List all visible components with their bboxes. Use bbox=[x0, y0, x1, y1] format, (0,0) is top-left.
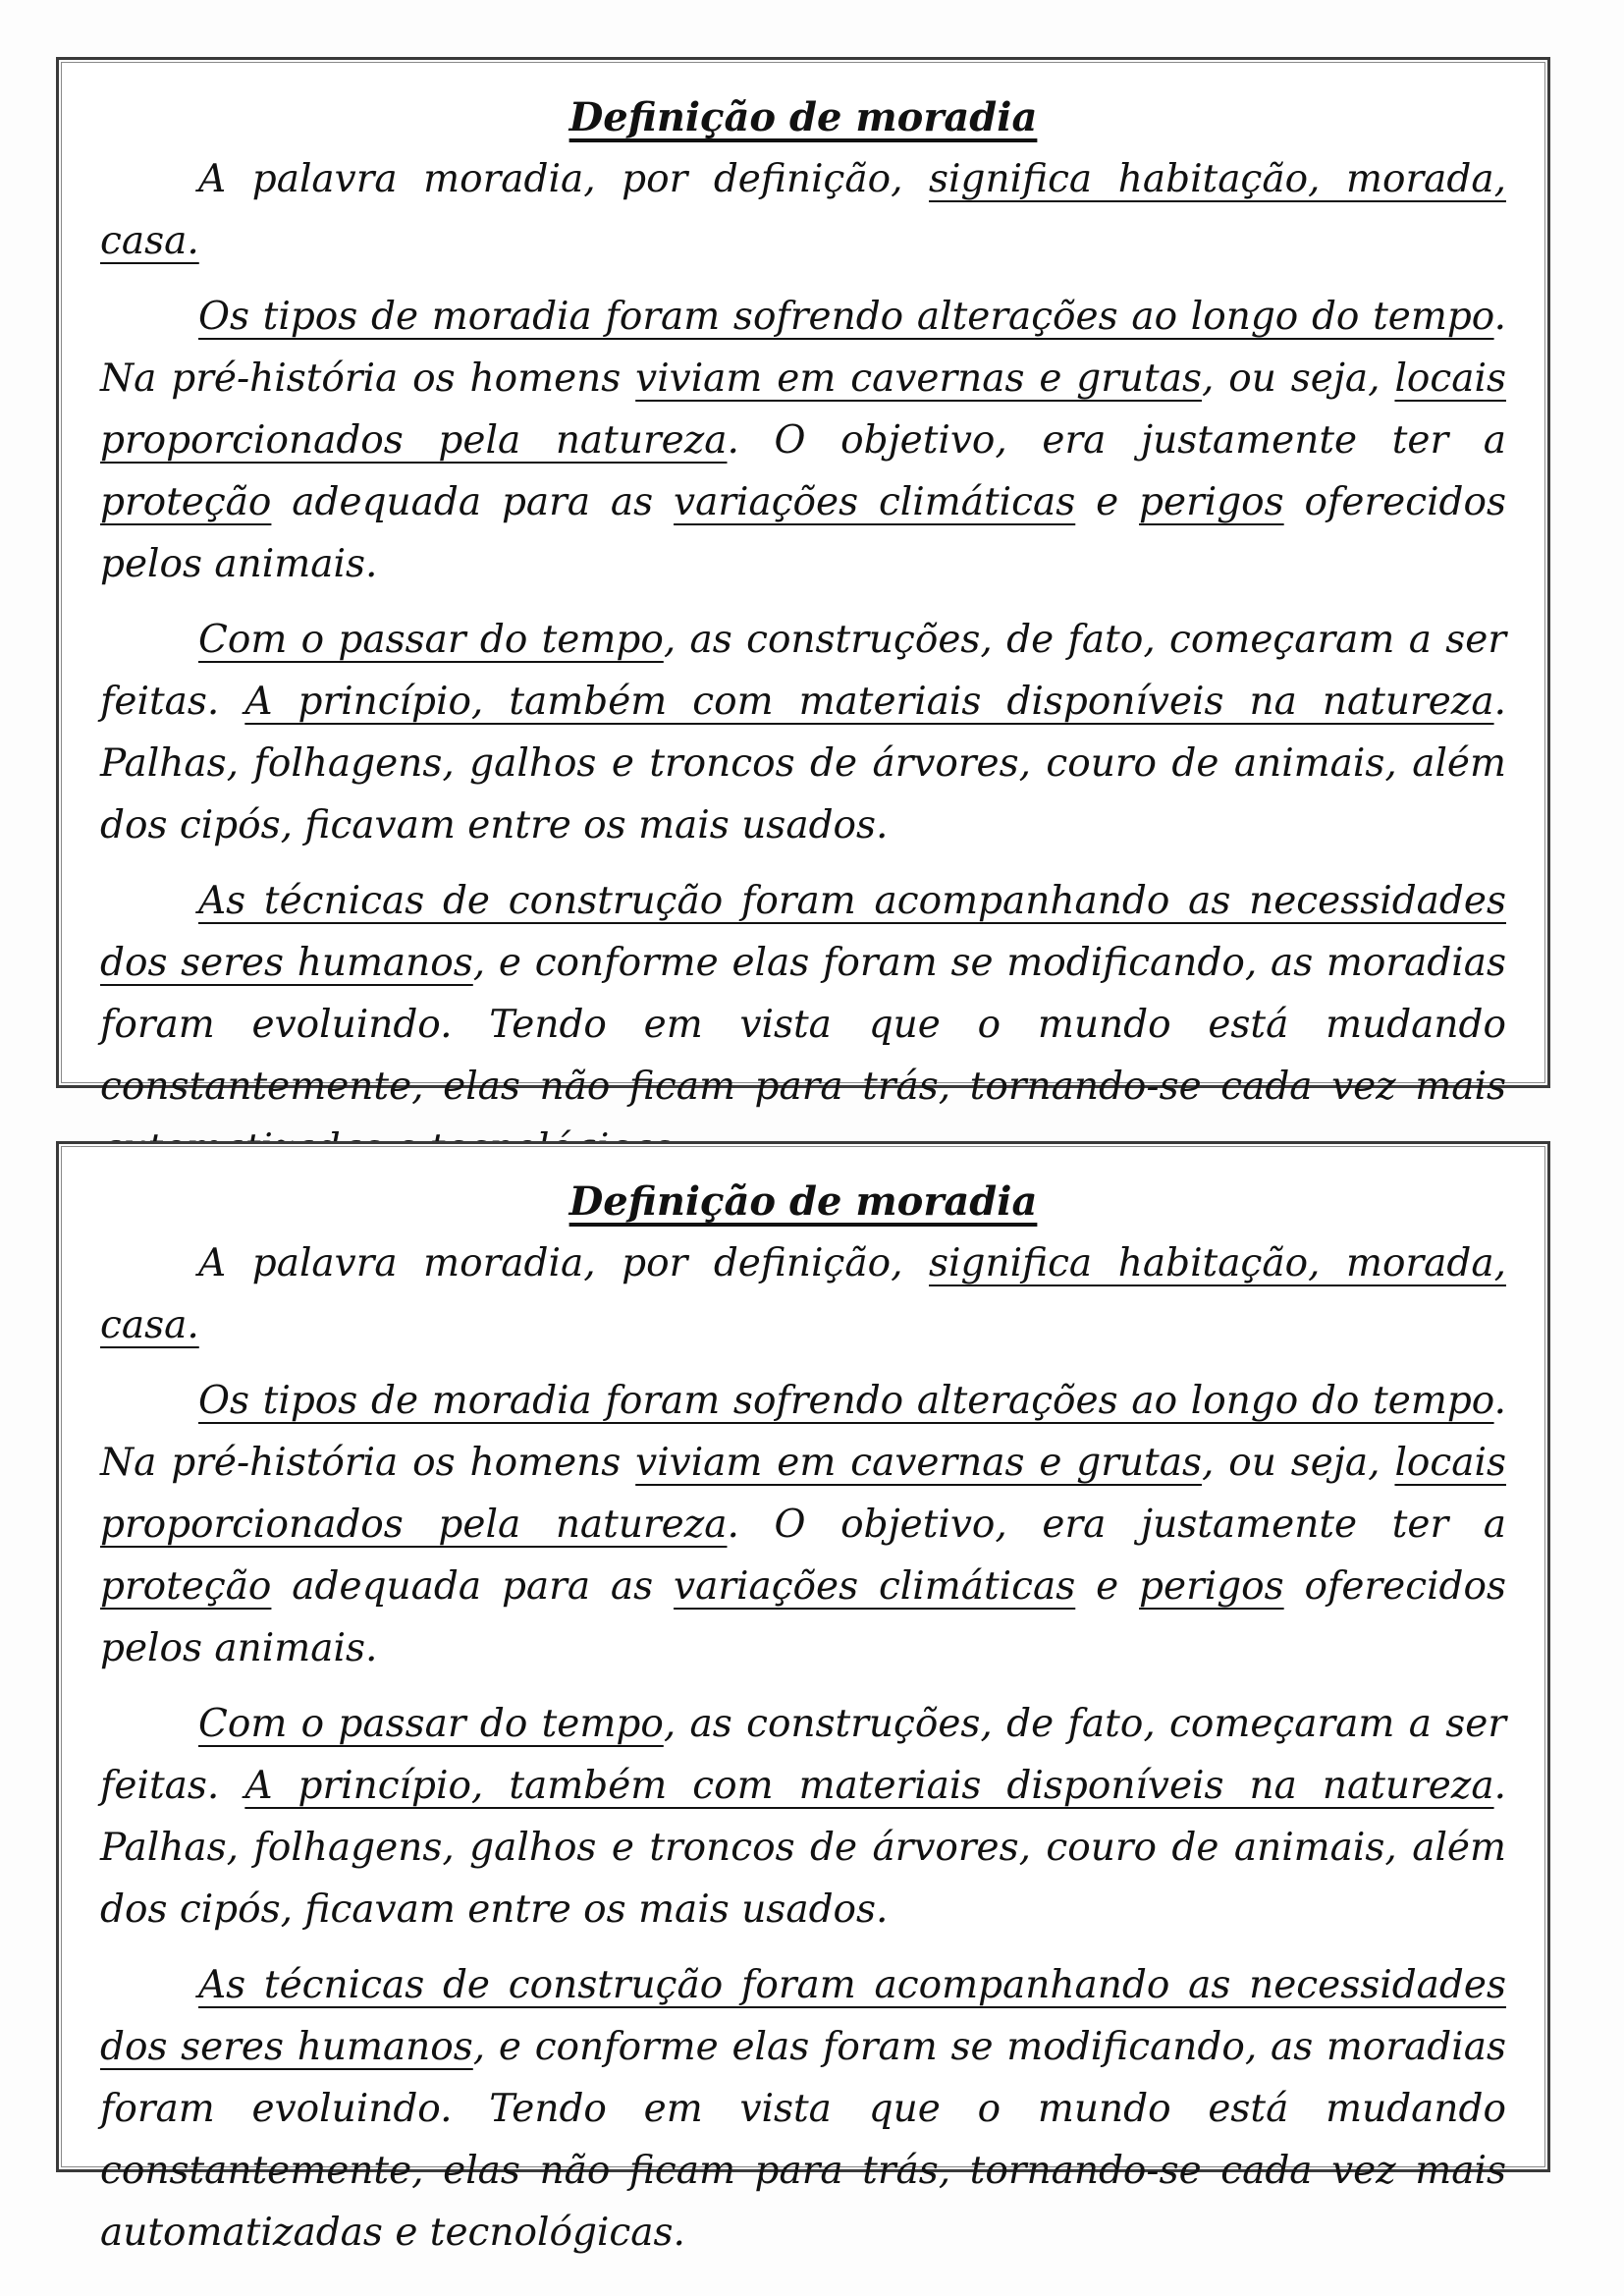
paragraph-1 bbox=[100, 1232, 1506, 1356]
paragraph-2 bbox=[100, 286, 1506, 595]
underlined-phrase: perigos bbox=[1139, 480, 1284, 524]
text-run: , e conforme elas foram se modificando, as moradias foram evoluindo. Tendo em vista que o mundo está mudando constantemente, elas não ficam para trás, tornando-se cada vez mais automatizadas e tecnológicas. bbox=[100, 2025, 1506, 2255]
paragraph-1 bbox=[100, 148, 1506, 272]
underlined-phrase: As técnicas de construção foram acompanhando as necessidades dos seres humanos bbox=[100, 879, 1506, 985]
underlined-phrase: A princípio, também com materiais disponíveis na natureza bbox=[244, 680, 1494, 724]
text-run: oferecidos pelos animais. bbox=[100, 1564, 1506, 1670]
text-run: , as construções, de fato, começaram a ser feitas. bbox=[100, 1702, 1507, 1808]
underlined-phrase: perigos bbox=[1139, 1564, 1284, 1609]
paragraph-3 bbox=[100, 609, 1506, 856]
underlined-phrase: As técnicas de construção foram acompanhando as necessidades dos seres humanos bbox=[100, 1963, 1506, 2069]
text-run: e bbox=[1075, 480, 1140, 524]
underlined-phrase: viviam em cavernas e grutas bbox=[635, 1441, 1202, 1485]
text-run: A palavra moradia, por definição, bbox=[198, 1241, 930, 1285]
underlined-phrase: A princípio, também com materiais disponíveis na natureza bbox=[244, 1764, 1494, 1808]
text-run: . O objetivo, era justamente ter a bbox=[727, 1503, 1506, 1547]
paragraph-3 bbox=[100, 1693, 1506, 1941]
underlined-phrase: proteção bbox=[100, 1564, 272, 1609]
underlined-phrase: viviam em cavernas e grutas bbox=[635, 356, 1202, 401]
text-run: . Palhas, folhagens, galhos e troncos de árvores, couro de animais, além dos cipós, ficavam entre os mais usados. bbox=[100, 680, 1506, 847]
text-run: adequada para as bbox=[271, 1564, 675, 1609]
text-run: , as construções, de fato, começaram a ser feitas. bbox=[100, 618, 1507, 724]
underlined-phrase: significa habitação, morada, casa. bbox=[100, 1241, 1506, 1347]
text-run: . O objetivo, era justamente ter a bbox=[727, 418, 1506, 463]
paragraph-4 bbox=[100, 870, 1506, 1179]
worksheet-title: Definição de moradia bbox=[568, 94, 1038, 140]
text-run: , ou seja, bbox=[1201, 1441, 1395, 1485]
worksheet-card-2 bbox=[56, 1141, 1550, 2255]
text-run: , e conforme elas foram se modificando, as moradias foram evoluindo. Tendo em vista que o mundo está mudando constantemente, elas não ficam para trás, tornando-se cada vez mais bbox=[100, 941, 1506, 1109]
underlined-phrase: Os tipos de moradia foram sofrendo alterações ao longo do tempo bbox=[198, 1379, 1494, 1423]
underlined-phrase: variações climáticas bbox=[674, 1564, 1076, 1609]
underlined-phrase: significa habitação, morada, casa. bbox=[100, 157, 1506, 263]
underlined-phrase: Com o passar do tempo bbox=[198, 1702, 664, 1746]
text-run: . Na pré-história os homens bbox=[100, 295, 1506, 401]
text-run: oferecidos pelos animais. bbox=[100, 480, 1506, 586]
text-run: A palavra moradia, por definição, bbox=[198, 157, 930, 201]
worksheet-card-1 bbox=[56, 57, 1550, 1109]
worksheet-title: Definição de moradia bbox=[568, 1178, 1038, 1225]
paragraph-4 bbox=[100, 1954, 1506, 2264]
underlined-phrase: variações climáticas bbox=[674, 480, 1076, 524]
paragraph-2 bbox=[100, 1370, 1506, 1679]
text-run: . Na pré-história os homens bbox=[100, 1379, 1506, 1485]
text-run: , ou seja, bbox=[1201, 356, 1395, 401]
text-run: adequada para as bbox=[271, 480, 675, 524]
underlined-phrase: locais proporcionados pela natureza bbox=[100, 356, 1506, 463]
underlined-phrase: proteção bbox=[100, 480, 272, 524]
underlined-phrase: Os tipos de moradia foram sofrendo alterações ao longo do tempo bbox=[198, 295, 1494, 339]
text-run: e bbox=[1075, 1564, 1140, 1609]
text-run: . Palhas, folhagens, galhos e troncos de árvores, couro de animais, além dos cipós, ficavam entre os mais usados. bbox=[100, 1764, 1506, 1932]
underlined-phrase: Com o passar do tempo bbox=[198, 618, 664, 662]
underlined-phrase: locais proporcionados pela natureza bbox=[100, 1441, 1506, 1547]
